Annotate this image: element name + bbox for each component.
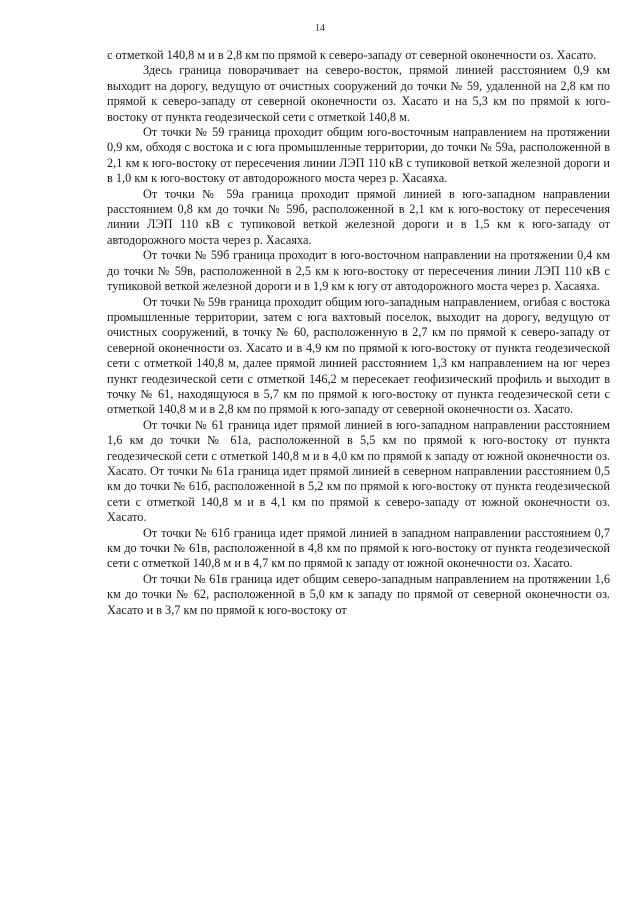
paragraph-point-59a: От точки № 59 граница проходит общим юго-восточным направлением на протяжении 0,9 км, обходя с востока и с юга промышленные территории, до точки № 59а, расположенной в 2,1 км к юго-востоку от пересечения линии ЛЭП 110 кВ с тупиковой веткой железной дороги и в 1,0 км к юго-востоку от автодорожного моста через р. Хасаяха. <box>107 125 610 186</box>
document-body <box>107 48 610 618</box>
paragraph-continuation: с отметкой 140,8 м и в 2,8 км по прямой к северо-западу от северной оконечности оз. Хасато. <box>107 48 597 62</box>
page-number: 14 <box>315 23 325 34</box>
paragraph-point-59b: От точки № 59а граница проходит прямой линией в юго-западном направлении расстоянием 0,8 км до точки № 59б, расположенной в 2,1 км к юго-востоку от пересечения линии ЛЭП 110 кВ с тупиковой веткой железной дороги и в 1,5 км к юго-западу от автодорожного моста через р. Хасаяха. <box>107 186 610 247</box>
paragraph-point-59v: От точки № 59б граница проходит в юго-восточном направлении на протяжении 0,4 км до точки № 59в, расположенной в 2,5 км к юго-востоку от пересечения линии ЛЭП 110 кВ с тупиковой веткой железной дороги и в 1,9 км к югу от автодорожного моста через р. Хасаяха. <box>107 248 610 294</box>
paragraph-point-60-61: От точки № 59в граница проходит общим юго-западным направлением, огибая с востока промышленные территории, затем с юга вахтовый поселок, выходит на дорогу, ведущую от очистных сооружений, в точку № 60, расположенную в 2,7 км по прямой к северо-западу от северной оконечности оз. Хасато и в 4,9 км по прямой к юго-востоку от пункта геодезической сети с отметкой 140,8 м, далее прямой линией расстоянием 1,3 км направлением на юг через пункт геодезической сети с отметкой 146,2 м пересекает геофизический профиль и выходит в точку № 61, находящуюся в 5,7 км по прямой к юго-востоку от пункта геодезической сети с отметкой 140,8 м и в 2,8 км по прямой к юго-западу от северной оконечности оз. Хасато. <box>107 294 610 417</box>
paragraph-point-61v: От точки № 61б граница идет прямой линией в западном направлении расстоянием 0,7 км до точки № 61в, расположенной в 4,8 км по прямой к юго-востоку от пункта геодезической сети с отметкой 140,8 м и в 4,7 км по прямой к западу от южной оконечности оз. Хасато. <box>107 525 610 571</box>
paragraph-point-61a-61b: От точки № 61 граница идет прямой линией в юго-западном направлении расстоянием 1,6 км до точки № 61а, расположенной в 5,5 км по прямой к юго-востоку от пункта геодезической сети с отметкой 140,8 м и в 4,0 км по прямой к западу от южной оконечности оз. Хасато. От точки № 61а граница идет прямой линией в северном направлении расстоянием 0,5 км до точки № 61б, расположенной в 5,2 км по прямой к юго-востоку от пункта геодезической сети с отметкой 140,8 м и в 4,1 км по прямой к северо-западу от южной оконечности оз. Хасато. <box>107 417 610 525</box>
paragraph-point-62: От точки № 61в граница идет общим северо-западным направлением на протяжении 1,6 км до точки № 62, расположенной в 5,0 км к западу по прямой от северной оконечности оз. Хасато и в 3,7 км по прямой к юго-востоку от <box>107 571 610 617</box>
paragraph-point-59: Здесь граница поворачивает на северо-восток, прямой линией расстоянием 0,9 км выходит на дорогу, ведущую от очистных сооружений до точки № 59, удаленной на 2,8 км по прямой к северо-западу от северной оконечности оз. Хасато и на 5,3 км по прямой к юго-востоку от пункта геодезической сети с отметкой 140,8 м. <box>107 63 610 124</box>
